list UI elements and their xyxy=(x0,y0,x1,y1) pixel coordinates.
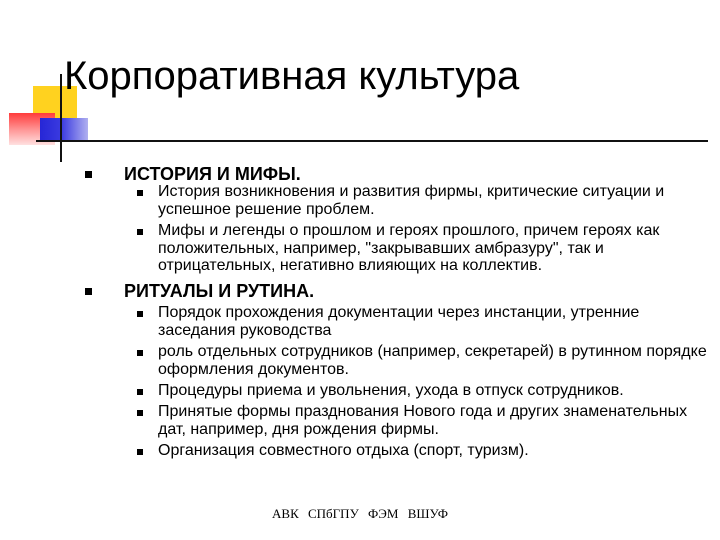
title-underline xyxy=(36,140,708,142)
bullet-square-icon xyxy=(137,389,143,395)
list-item: Организация совместного отдыха (спорт, туризм). xyxy=(158,442,529,459)
list-item: Порядок прохождения документации через инстанции, утренние заседания руководства xyxy=(158,304,640,339)
list-item: Мифы и легенды о прошлом и героях прошлого, причем героях как положительных, например, "закрывавших амбразуру", так и отрицательных, негативно влияющих на коллектив. xyxy=(158,222,660,274)
decor-blue-bar xyxy=(40,118,88,140)
bullet-square-icon xyxy=(137,311,143,317)
decor-vertical-line xyxy=(60,74,62,162)
bullet-square-icon xyxy=(137,449,143,455)
section-heading-history: ИСТОРИЯ И МИФЫ. xyxy=(124,164,301,184)
list-item: История возникновения и развития фирмы, критические ситуации и успешное решение проблем. xyxy=(158,183,665,218)
list-item: Процедуры приема и увольнения, ухода в отпуск сотрудников. xyxy=(158,382,624,399)
section-heading-rituals: РИТУАЛЫ И РУТИНА. xyxy=(124,281,315,301)
bullet-square-icon xyxy=(85,171,92,178)
bullet-square-icon xyxy=(137,410,143,416)
list-item: Принятые формы празднования Нового года и других знаменательных дат, например, дня рождения фирмы. xyxy=(158,403,688,438)
bullet-square-icon xyxy=(137,190,143,196)
bullet-square-icon xyxy=(137,229,143,235)
bullet-square-icon xyxy=(137,350,143,356)
bullet-square-icon xyxy=(85,288,92,295)
slide-footer: АВК СПбГПУ ФЭМ ВШУФ xyxy=(272,506,448,521)
slide-title: Корпоративная культура xyxy=(64,54,520,98)
list-item: роль отдельных сотрудников (например, секретарей) в рутинном порядке оформления документов. xyxy=(158,343,707,378)
